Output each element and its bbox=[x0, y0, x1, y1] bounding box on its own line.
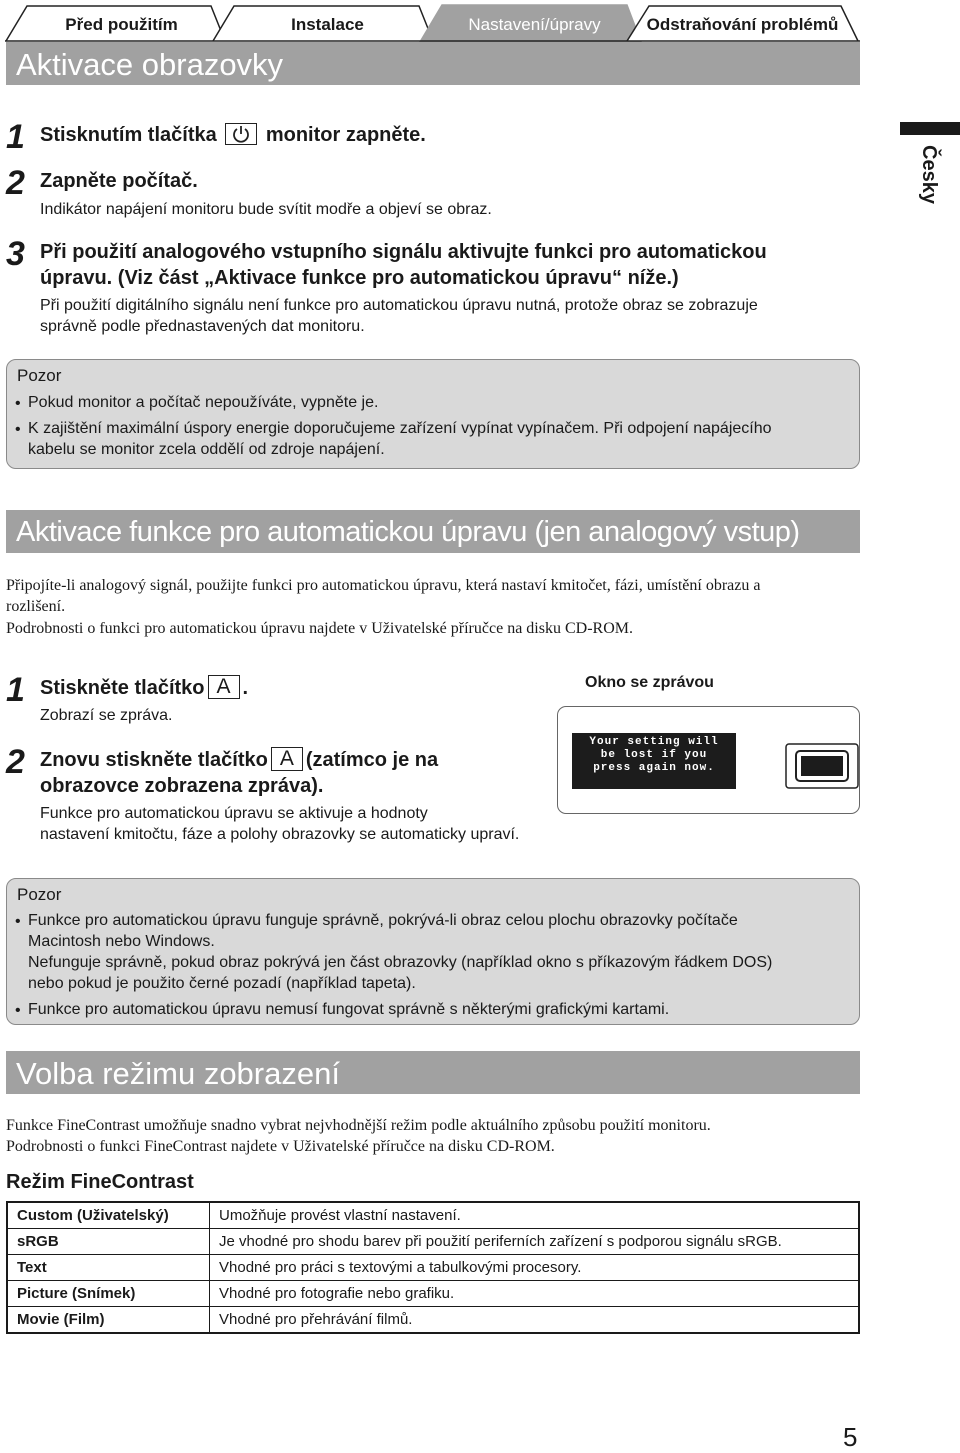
intro-text: rozlišení. bbox=[6, 598, 66, 615]
step-title-text: monitor zapněte. bbox=[265, 124, 426, 146]
section-title-display-mode: Volba režimu zobrazení bbox=[6, 1051, 860, 1094]
tab-installation[interactable]: Instalace bbox=[291, 15, 364, 34]
table-row bbox=[7, 1202, 859, 1229]
caution-box bbox=[6, 359, 860, 469]
bullet-marker: • bbox=[15, 395, 21, 412]
page-number: 5 bbox=[843, 1422, 858, 1452]
mode-description: Vhodné pro přehrávání filmů. bbox=[210, 1307, 860, 1334]
message-text: press again now. bbox=[593, 762, 715, 774]
caution-text: Funkce pro automatickou úpravu nemusí fungovat správně s některými grafickými kartami. bbox=[28, 1001, 670, 1018]
mode-name: Picture (Snímek) bbox=[7, 1281, 210, 1307]
mode-description: Vhodné pro fotografie nebo grafiku. bbox=[210, 1281, 860, 1307]
caution-title: Pozor bbox=[17, 885, 62, 904]
bullet-marker: • bbox=[15, 1002, 21, 1019]
intro-text: Podrobnosti o funkci pro automatickou úpravu najdete v Uživatelské příručce na disku CD-ROM. bbox=[6, 620, 633, 637]
step-title-text: (zatímco je na bbox=[305, 749, 439, 771]
step-title bbox=[40, 122, 426, 148]
caution-text: nebo pokud je použito černé pozadí (například tapeta). bbox=[28, 975, 416, 992]
bullet-marker: • bbox=[15, 421, 21, 438]
step-title bbox=[40, 747, 438, 773]
step-number: 1 bbox=[6, 671, 25, 709]
step-text: Indikátor napájení monitoru bude svítit modře a objeví se obraz. bbox=[40, 201, 492, 218]
step-text: Zobrazí se zpráva. bbox=[40, 707, 173, 724]
step-number: 1 bbox=[6, 118, 25, 156]
finecontrast-mode-table bbox=[6, 1201, 860, 1334]
section-title-screen-activation: Aktivace obrazovky bbox=[6, 42, 860, 85]
step-text: Funkce pro automatickou úpravu se aktivuje a hodnoty bbox=[40, 805, 428, 822]
intro-text: Podrobnosti o funkci FineContrast najdete v Uživatelské příručce na disku CD-ROM. bbox=[6, 1138, 555, 1155]
table-row bbox=[7, 1307, 859, 1334]
step-title: obrazovce zobrazena zpráva). bbox=[40, 775, 324, 797]
caution-text: Nefunguje správně, pokud obraz pokrývá jen část obrazovky (například okno s příkazovým řádkem DOS) bbox=[28, 954, 773, 971]
caution-text: Funkce pro automatickou úpravu funguje správně, pokrývá-li obraz celou plochu obrazovky počítače bbox=[28, 912, 738, 929]
intro-text: Připojíte-li analogový signál, použijte funkci pro automatickou úpravu, která nastaví kmitočet, fázi, umístění obrazu a bbox=[6, 577, 761, 594]
finecontrast-subtitle: Režim FineContrast bbox=[6, 1171, 194, 1193]
table-row bbox=[7, 1255, 859, 1281]
step-title bbox=[40, 675, 248, 701]
language-label: Česky bbox=[918, 145, 940, 204]
caution-text: kabelu se monitor zcela oddělí od zdroje napájení. bbox=[28, 441, 385, 458]
step-text: správně podle přednastavených dat monitoru. bbox=[40, 318, 365, 335]
tab-settings-adjustments[interactable]: Nastavení/úpravy bbox=[468, 15, 601, 34]
mode-name: sRGB bbox=[7, 1229, 210, 1255]
caution-text: Macintosh nebo Windows. bbox=[28, 933, 215, 950]
step-number: 2 bbox=[6, 743, 25, 781]
mode-description: Umožňuje provést vlastní nastavení. bbox=[219, 1207, 461, 1224]
step-title: úpravu. (Viz část „Aktivace funkce pro automatickou úpravu“ níže.) bbox=[40, 267, 679, 289]
table-row bbox=[7, 1281, 859, 1307]
caution-title: Pozor bbox=[17, 366, 62, 385]
power-icon bbox=[225, 123, 257, 145]
mode-name: Text bbox=[7, 1255, 210, 1281]
auto-button-icon: A bbox=[271, 747, 303, 771]
tab-bar bbox=[5, 4, 860, 42]
message-window-screen bbox=[572, 733, 736, 789]
step-title-text: . bbox=[242, 677, 249, 699]
intro-text: Funkce FineContrast umožňuje snadno vybrat nejvhodnější režim podle aktuálního způsobu použití monitoru. bbox=[6, 1117, 711, 1134]
message-text: Your setting will bbox=[589, 736, 719, 748]
caution-box bbox=[6, 878, 860, 1025]
table-row bbox=[7, 1229, 859, 1255]
step-title: Zapněte počítač. bbox=[40, 170, 198, 192]
bullet-marker: • bbox=[15, 913, 21, 930]
mode-name: Custom (Uživatelský) bbox=[7, 1202, 210, 1229]
step-title-text: Znovu stiskněte tlačítko bbox=[40, 749, 268, 771]
monitor-icon bbox=[785, 743, 859, 789]
message-text: be lost if you bbox=[600, 749, 708, 761]
step-title-text: Stisknutím tlačítka bbox=[40, 124, 217, 146]
language-tab-bar bbox=[900, 122, 960, 135]
caution-text: Pokud monitor a počítač nepoužíváte, vypněte je. bbox=[28, 394, 379, 411]
caution-text: K zajištění maximální úspory energie doporučujeme zařízení vypínat vypínačem. Při odpojení napájecího bbox=[28, 420, 772, 437]
message-window-label: Okno se zprávou bbox=[585, 674, 714, 691]
mode-description: Vhodné pro práci s textovými a tabulkovými procesory. bbox=[210, 1255, 860, 1281]
mode-name: Movie (Film) bbox=[7, 1307, 210, 1334]
step-number: 3 bbox=[6, 235, 25, 273]
auto-button-icon: A bbox=[208, 675, 240, 699]
step-number: 2 bbox=[6, 164, 25, 202]
step-text: Při použití digitálního signálu není funkce pro automatickou úpravu nutná, protože obraz se zobrazuje bbox=[40, 297, 758, 314]
step-title: Při použití analogového vstupního signálu aktivujte funkci pro automatickou bbox=[40, 241, 767, 263]
step-title-text: Stiskněte tlačítko bbox=[40, 677, 205, 699]
section-title-auto-adjustment: Aktivace funkce pro automatickou úpravu (jen analogový vstup) bbox=[6, 510, 860, 553]
tab-troubleshooting[interactable]: Odstraňování problémů bbox=[646, 15, 839, 34]
mode-description: Je vhodné pro shodu barev při použití periferních zařízení s podporou signálu sRGB. bbox=[210, 1229, 860, 1255]
step-text: nastavení kmitočtu, fáze a polohy obrazovky se automaticky upraví. bbox=[40, 826, 520, 843]
tab-before-use[interactable]: Před použitím bbox=[65, 15, 178, 34]
